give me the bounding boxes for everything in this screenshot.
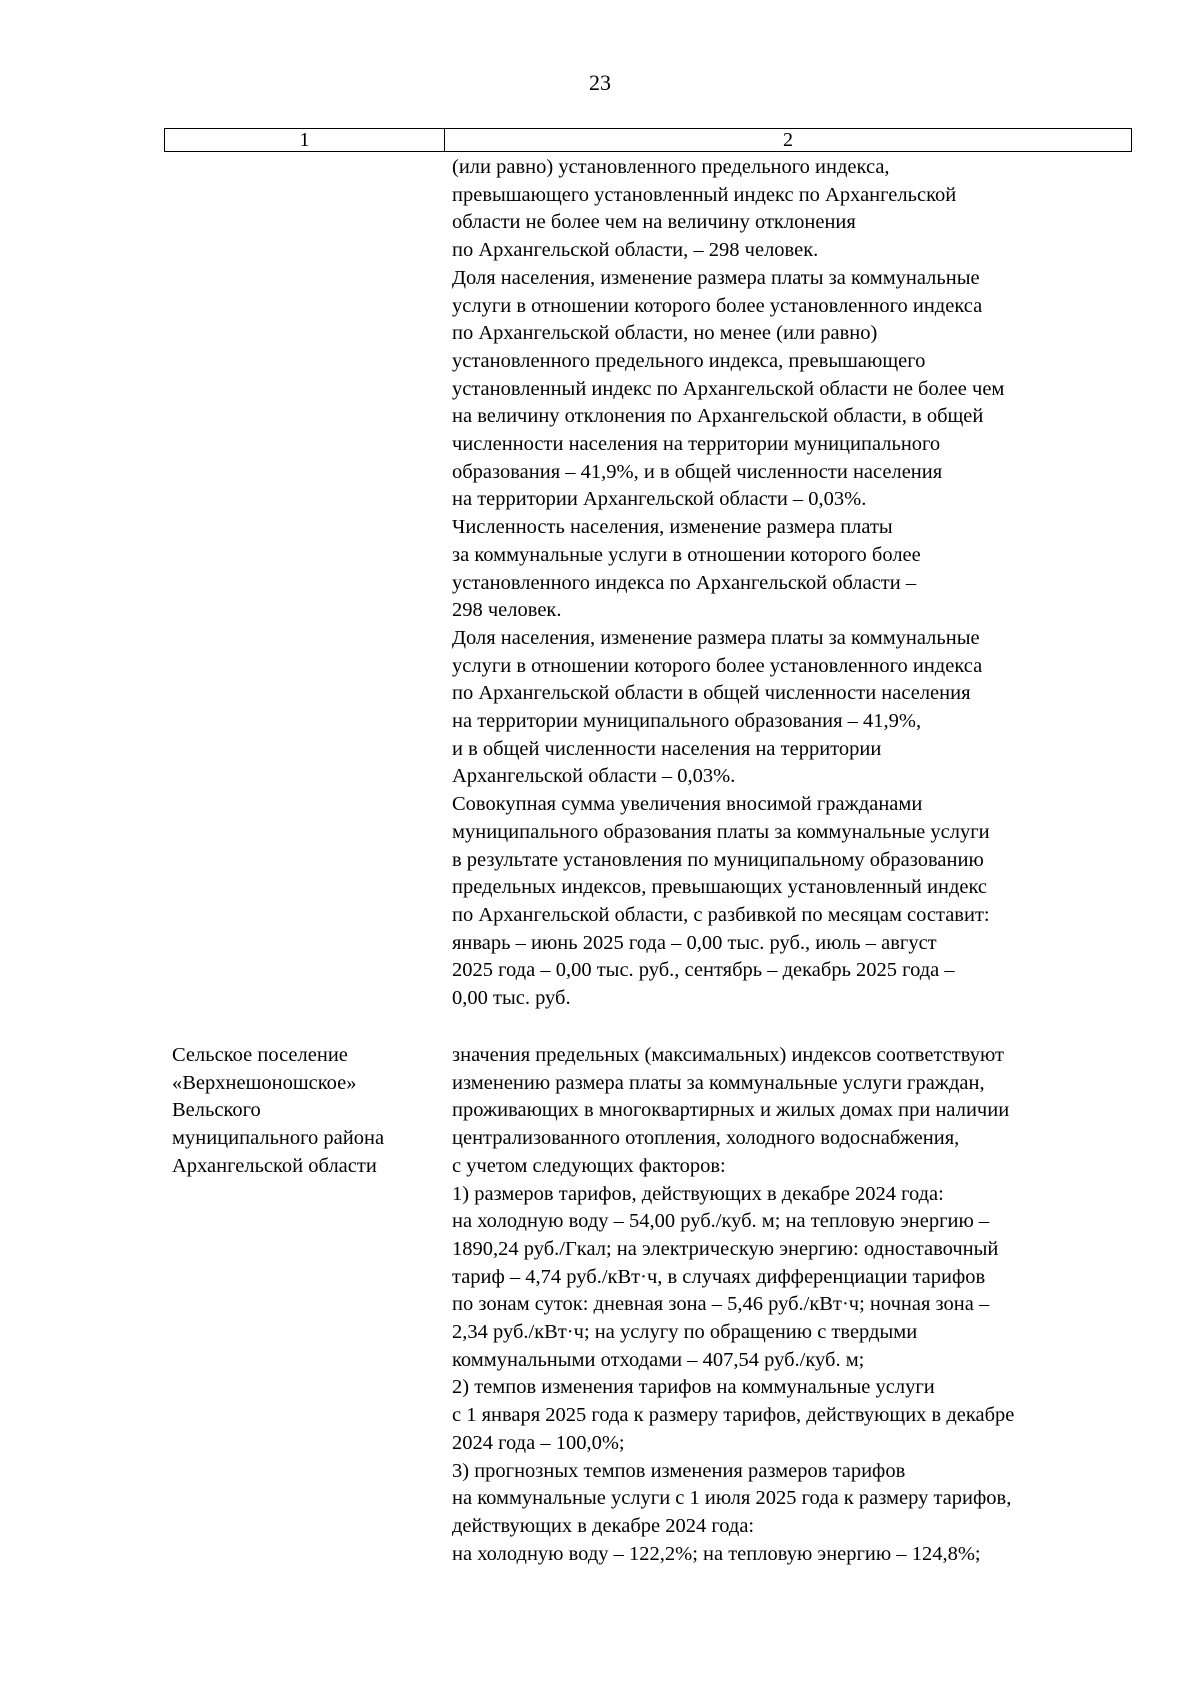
text-line: (или равно) установленного предельного индекса,	[452, 156, 890, 178]
text-line: 2024 года – 100,0%;	[452, 1431, 625, 1454]
text-line: Сельское поселение	[172, 1044, 348, 1066]
text-line: 2025 года – 0,00 тыс. руб., сентябрь – декабрь 2025 года –	[452, 959, 955, 982]
text-line: услуги в отношении которого более установленного индекса	[452, 294, 983, 317]
text-line: Доля населения, изменение размера платы за коммунальные	[452, 266, 980, 289]
text-line: Совокупная сумма увеличения вносимой гражданами	[452, 793, 923, 816]
row1-right-cell	[452, 154, 1132, 1013]
text-line: 3) прогнозных темпов изменения размеров тарифов	[452, 1459, 906, 1482]
row2-right-cell	[452, 1042, 1132, 1568]
text-line: проживающих в многоквартирных и жилых домах при наличии	[452, 1099, 1010, 1122]
text-line: и в общей численности населения на территории	[452, 737, 882, 760]
text-line: 2,34 руб./кВт·ч; на услугу по обращению с твердыми	[452, 1321, 918, 1344]
text-line: 0,00 тыс. руб.	[452, 987, 571, 1010]
text-line: установленный индекс по Архангельской области не более чем	[452, 377, 1005, 400]
text-line: с учетом следующих факторов:	[452, 1154, 726, 1177]
text-line: на территории муниципального образования – 41,9%,	[452, 710, 922, 733]
text-line: установленного индекса по Архангельской области –	[452, 571, 917, 594]
text-line: установленного предельного индекса, превышающего	[452, 349, 926, 372]
text-line: 1) размеров тарифов, действующих в декабре 2024 года:	[452, 1182, 944, 1205]
text-line: превышающего установленный индекс по Архангельской	[452, 183, 957, 206]
text-line: образования – 41,9%, и в общей численности населения	[452, 460, 943, 483]
text-line: Архангельской области – 0,03%.	[452, 765, 736, 788]
text-line: 2) темпов изменения тарифов на коммунальные услуги	[452, 1376, 935, 1399]
text-line: тариф – 4,74 руб./кВт·ч, в случаях дифференциации тарифов	[452, 1265, 986, 1288]
text-line: Доля населения, изменение размера платы за коммунальные	[452, 626, 980, 649]
table-header-col-1: 1	[165, 129, 445, 151]
text-line: на холодную воду – 122,2%; на тепловую энергию – 124,8%;	[452, 1542, 981, 1565]
text-line: на холодную воду – 54,00 руб./куб. м; на тепловую энергию –	[452, 1210, 990, 1233]
text-line: Архангельской области	[172, 1154, 377, 1177]
text-line: на величину отклонения по Архангельской области, в общей	[452, 405, 984, 428]
table-header-col-2: 2	[783, 129, 793, 151]
text-line: по Архангельской области в общей численности населения	[452, 682, 971, 705]
text-line: на коммунальные услуги с 1 июля 2025 года к размеру тарифов,	[452, 1487, 1012, 1510]
text-line: на территории Архангельской области – 0,03%.	[452, 488, 867, 511]
text-line: предельных индексов, превышающих установленный индекс	[452, 876, 988, 899]
text-line: 1890,24 руб./Гкал; на электрическую энергию: одноставочный	[452, 1237, 999, 1260]
text-line: услуги в отношении которого более установленного индекса	[452, 654, 983, 677]
text-line: по Архангельской области, – 298 человек.	[452, 239, 819, 262]
text-line: с 1 января 2025 года к размеру тарифов, действующих в декабре	[452, 1404, 1015, 1427]
text-line: Численность населения, изменение размера платы	[452, 516, 893, 539]
text-line: значения предельных (максимальных) индексов соответствуют	[452, 1044, 1004, 1066]
text-line: январь – июнь 2025 года – 0,00 тыс. руб., июль – август	[452, 931, 937, 954]
text-line: изменению размера платы за коммунальные услуги граждан,	[452, 1071, 985, 1094]
text-line: по Архангельской области, но менее (или равно)	[452, 322, 878, 345]
text-line: за коммунальные услуги в отношении которого более	[452, 543, 921, 566]
text-line: в результате установления по муниципальному образованию	[452, 848, 984, 871]
text-line: области не более чем на величину отклонения	[452, 211, 856, 234]
table-header-row	[164, 128, 1132, 152]
text-line: по зонам суток: дневная зона – 5,46 руб./кВт·ч; ночная зона –	[452, 1293, 990, 1316]
text-line: действующих в декабре 2024 года:	[452, 1514, 755, 1537]
page-number: 23	[589, 70, 611, 95]
text-line: «Верхнешоношское»	[172, 1071, 357, 1094]
text-line: численности населения на территории муниципального	[452, 433, 941, 456]
text-line: муниципального образования платы за коммунальные услуги	[452, 820, 990, 843]
text-line: 298 человек.	[452, 599, 562, 622]
text-line: коммунальными отходами – 407,54 руб./куб. м;	[452, 1348, 865, 1371]
row2-left-cell	[172, 1042, 442, 1181]
text-line: централизованного отопления, холодного водоснабжения,	[452, 1127, 960, 1150]
text-line: Вельского	[172, 1099, 261, 1122]
text-line: муниципального района	[172, 1127, 385, 1150]
text-line: по Архангельской области, с разбивкой по месяцам составит:	[452, 903, 990, 926]
